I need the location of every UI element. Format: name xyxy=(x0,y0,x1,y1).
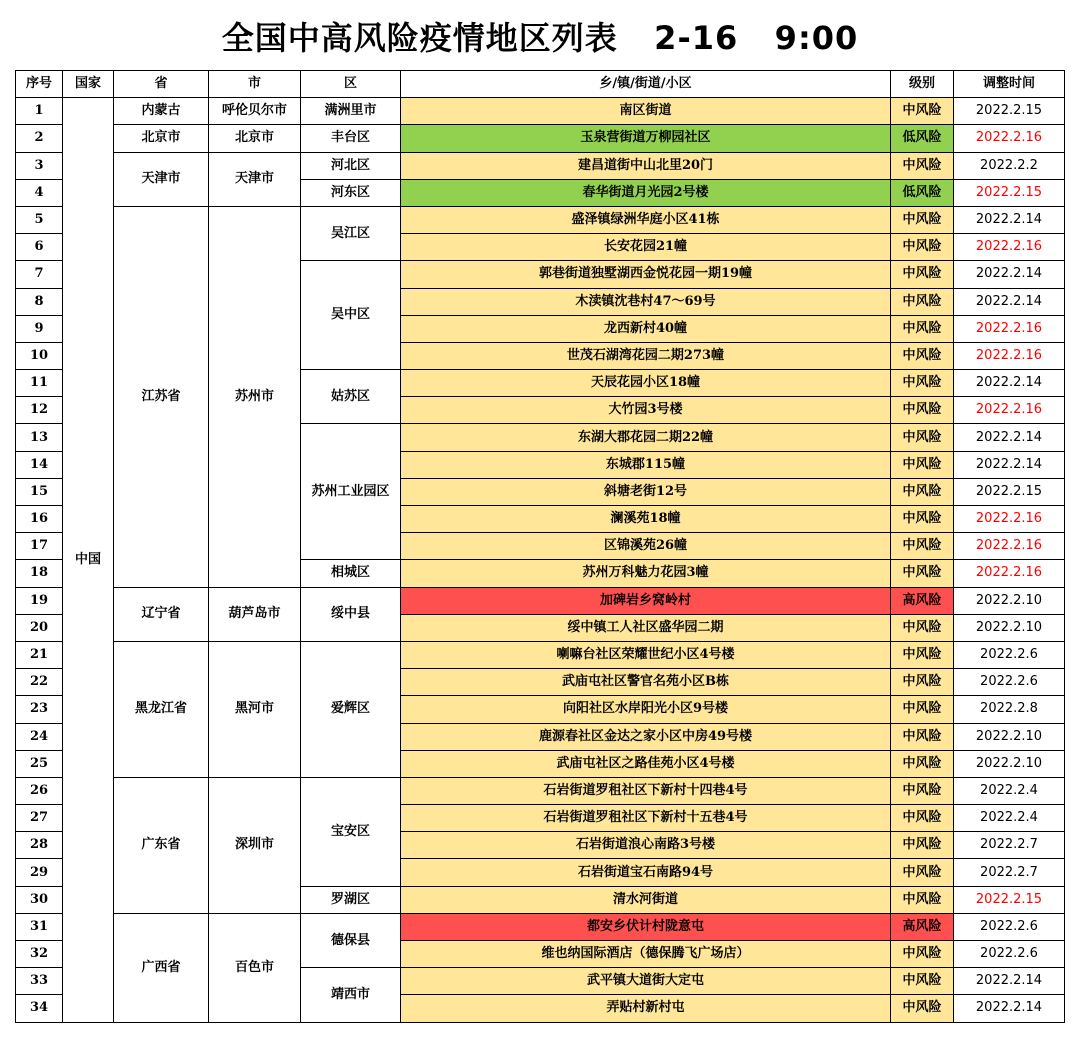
date-cell: 2022.2.14 xyxy=(954,451,1065,478)
date-cell: 2022.2.6 xyxy=(954,641,1065,668)
level-cell: 中风险 xyxy=(891,342,954,369)
row-seq: 5 xyxy=(16,206,63,233)
table-row xyxy=(16,641,1065,668)
date-cell: 2022.2.14 xyxy=(954,288,1065,315)
row-seq: 31 xyxy=(16,913,63,940)
row-seq: 20 xyxy=(16,614,63,641)
city-cell: 黑河市 xyxy=(209,641,301,777)
row-seq: 32 xyxy=(16,941,63,968)
row-seq: 29 xyxy=(16,859,63,886)
level-cell: 中风险 xyxy=(891,533,954,560)
header-level: 级别 xyxy=(891,71,954,98)
date-cell: 2022.2.16 xyxy=(954,342,1065,369)
date-cell: 2022.2.10 xyxy=(954,723,1065,750)
level-cell: 中风险 xyxy=(891,234,954,261)
row-seq: 1 xyxy=(16,98,63,125)
place-cell: 郭巷街道独墅湖西金悦花园一期19幢 xyxy=(401,261,891,288)
place-cell: 武平镇大道街大定屯 xyxy=(401,968,891,995)
province-cell: 黑龙江省 xyxy=(114,641,209,777)
row-seq: 34 xyxy=(16,995,63,1022)
date-cell: 2022.2.10 xyxy=(954,750,1065,777)
place-cell: 龙西新村40幢 xyxy=(401,315,891,342)
district-cell: 姑苏区 xyxy=(301,370,401,424)
date-cell: 2022.2.14 xyxy=(954,424,1065,451)
date-cell: 2022.2.10 xyxy=(954,614,1065,641)
level-cell: 中风险 xyxy=(891,206,954,233)
province-cell: 辽宁省 xyxy=(114,587,209,641)
place-cell: 都安乡伏计村陇意屯 xyxy=(401,913,891,940)
row-seq: 27 xyxy=(16,805,63,832)
level-cell: 中风险 xyxy=(891,641,954,668)
row-seq: 21 xyxy=(16,641,63,668)
row-seq: 26 xyxy=(16,777,63,804)
district-cell: 满洲里市 xyxy=(301,98,401,125)
place-cell: 东城郡115幢 xyxy=(401,451,891,478)
province-cell: 广西省 xyxy=(114,913,209,1022)
place-cell: 建昌道街中山北里20门 xyxy=(401,152,891,179)
date-cell: 2022.2.4 xyxy=(954,777,1065,804)
city-cell: 葫芦岛市 xyxy=(209,587,301,641)
header-country: 国家 xyxy=(63,71,114,98)
province-cell: 江苏省 xyxy=(114,206,209,587)
level-cell: 中风险 xyxy=(891,152,954,179)
page-title xyxy=(0,16,1080,60)
date-cell: 2022.2.14 xyxy=(954,968,1065,995)
place-cell: 长安花园21幢 xyxy=(401,234,891,261)
date-cell: 2022.2.15 xyxy=(954,886,1065,913)
level-cell: 中风险 xyxy=(891,288,954,315)
place-cell: 石岩街道浪心南路3号楼 xyxy=(401,832,891,859)
row-seq: 30 xyxy=(16,886,63,913)
place-cell: 石岩街道宝石南路94号 xyxy=(401,859,891,886)
date-cell: 2022.2.6 xyxy=(954,941,1065,968)
header-province: 省 xyxy=(114,71,209,98)
level-cell: 中风险 xyxy=(891,478,954,505)
date-cell: 2022.2.16 xyxy=(954,560,1065,587)
level-cell: 中风险 xyxy=(891,723,954,750)
row-seq: 10 xyxy=(16,342,63,369)
district-cell: 德保县 xyxy=(301,913,401,967)
city-cell: 苏州市 xyxy=(209,206,301,587)
row-seq: 13 xyxy=(16,424,63,451)
date-cell: 2022.2.16 xyxy=(954,234,1065,261)
city-cell: 呼伦贝尔市 xyxy=(209,98,301,125)
date-cell: 2022.2.14 xyxy=(954,206,1065,233)
country-cell: 中国 xyxy=(63,98,114,1022)
district-cell: 苏州工业园区 xyxy=(301,424,401,560)
date-cell: 2022.2.14 xyxy=(954,261,1065,288)
table-header-row xyxy=(16,71,1065,98)
level-cell: 中风险 xyxy=(891,941,954,968)
row-seq: 7 xyxy=(16,261,63,288)
place-cell: 澜溪苑18幢 xyxy=(401,506,891,533)
place-cell: 向阳社区水岸阳光小区9号楼 xyxy=(401,696,891,723)
place-cell: 武庙屯社区之路佳苑小区4号楼 xyxy=(401,750,891,777)
row-seq: 4 xyxy=(16,179,63,206)
level-cell: 中风险 xyxy=(891,424,954,451)
row-seq: 2 xyxy=(16,125,63,152)
row-seq: 24 xyxy=(16,723,63,750)
level-cell: 中风险 xyxy=(891,805,954,832)
place-cell: 天辰花园小区18幢 xyxy=(401,370,891,397)
level-cell: 中风险 xyxy=(891,261,954,288)
level-cell: 中风险 xyxy=(891,669,954,696)
level-cell: 中风险 xyxy=(891,995,954,1022)
province-cell: 内蒙古 xyxy=(114,98,209,125)
header-city: 市 xyxy=(209,71,301,98)
row-seq: 19 xyxy=(16,587,63,614)
level-cell: 中风险 xyxy=(891,98,954,125)
table-row xyxy=(16,206,1065,233)
district-cell: 河北区 xyxy=(301,152,401,179)
place-cell: 绥中镇工人社区盛华园二期 xyxy=(401,614,891,641)
row-seq: 18 xyxy=(16,560,63,587)
date-cell: 2022.2.16 xyxy=(954,315,1065,342)
row-seq: 15 xyxy=(16,478,63,505)
province-cell: 天津市 xyxy=(114,152,209,206)
date-cell: 2022.2.2 xyxy=(954,152,1065,179)
date-cell: 2022.2.14 xyxy=(954,370,1065,397)
place-cell: 斜塘老街12号 xyxy=(401,478,891,505)
place-cell: 区锦溪苑26幢 xyxy=(401,533,891,560)
level-cell: 中风险 xyxy=(891,859,954,886)
level-cell: 低风险 xyxy=(891,179,954,206)
place-cell: 南区街道 xyxy=(401,98,891,125)
level-cell: 中风险 xyxy=(891,968,954,995)
date-cell: 2022.2.16 xyxy=(954,506,1065,533)
level-cell: 中风险 xyxy=(891,696,954,723)
place-cell: 春华街道月光园2号楼 xyxy=(401,179,891,206)
date-cell: 2022.2.4 xyxy=(954,805,1065,832)
table-row xyxy=(16,152,1065,179)
place-cell: 盛泽镇绿洲华庭小区41栋 xyxy=(401,206,891,233)
date-cell: 2022.2.14 xyxy=(954,995,1065,1022)
place-cell: 武庙屯社区警官名苑小区B栋 xyxy=(401,669,891,696)
place-cell: 大竹园3号楼 xyxy=(401,397,891,424)
table-row xyxy=(16,125,1065,152)
date-cell: 2022.2.6 xyxy=(954,913,1065,940)
province-cell: 北京市 xyxy=(114,125,209,152)
header-date: 调整时间 xyxy=(954,71,1065,98)
district-cell: 靖西市 xyxy=(301,968,401,1022)
city-cell: 北京市 xyxy=(209,125,301,152)
date-cell: 2022.2.16 xyxy=(954,533,1065,560)
table-body xyxy=(16,98,1065,1022)
city-cell: 深圳市 xyxy=(209,777,301,913)
province-cell: 广东省 xyxy=(114,777,209,913)
header-seq: 序号 xyxy=(16,71,63,98)
district-cell: 罗湖区 xyxy=(301,886,401,913)
title-text: 全国中高风险疫情地区列表 xyxy=(221,19,618,57)
date-cell: 2022.2.15 xyxy=(954,478,1065,505)
header-place: 乡/镇/街道/小区 xyxy=(401,71,891,98)
level-cell: 中风险 xyxy=(891,370,954,397)
row-seq: 3 xyxy=(16,152,63,179)
level-cell: 高风险 xyxy=(891,587,954,614)
level-cell: 中风险 xyxy=(891,315,954,342)
level-cell: 中风险 xyxy=(891,886,954,913)
table-row xyxy=(16,587,1065,614)
row-seq: 23 xyxy=(16,696,63,723)
table-row xyxy=(16,98,1065,125)
place-cell: 弄贴村新村屯 xyxy=(401,995,891,1022)
level-cell: 中风险 xyxy=(891,750,954,777)
row-seq: 22 xyxy=(16,669,63,696)
date-cell: 2022.2.7 xyxy=(954,859,1065,886)
row-seq: 16 xyxy=(16,506,63,533)
row-seq: 9 xyxy=(16,315,63,342)
district-cell: 爱辉区 xyxy=(301,641,401,777)
row-seq: 33 xyxy=(16,968,63,995)
level-cell: 中风险 xyxy=(891,451,954,478)
place-cell: 鹿源春社区金达之家小区中房49号楼 xyxy=(401,723,891,750)
place-cell: 石岩街道罗租社区下新村十五巷4号 xyxy=(401,805,891,832)
title-time: 9:00 xyxy=(774,19,859,57)
city-cell: 百色市 xyxy=(209,913,301,1022)
row-seq: 14 xyxy=(16,451,63,478)
date-cell: 2022.2.7 xyxy=(954,832,1065,859)
table-row xyxy=(16,913,1065,940)
date-cell: 2022.2.16 xyxy=(954,397,1065,424)
date-cell: 2022.2.15 xyxy=(954,179,1065,206)
district-cell: 绥中县 xyxy=(301,587,401,641)
place-cell: 木渎镇沈巷村47～69号 xyxy=(401,288,891,315)
header-district: 区 xyxy=(301,71,401,98)
place-cell: 石岩街道罗租社区下新村十四巷4号 xyxy=(401,777,891,804)
level-cell: 高风险 xyxy=(891,913,954,940)
district-cell: 丰台区 xyxy=(301,125,401,152)
level-cell: 低风险 xyxy=(891,125,954,152)
place-cell: 清水河街道 xyxy=(401,886,891,913)
row-seq: 28 xyxy=(16,832,63,859)
city-cell: 天津市 xyxy=(209,152,301,206)
row-seq: 12 xyxy=(16,397,63,424)
place-cell: 喇嘛台社区荣耀世纪小区4号楼 xyxy=(401,641,891,668)
row-seq: 17 xyxy=(16,533,63,560)
row-seq: 11 xyxy=(16,370,63,397)
date-cell: 2022.2.16 xyxy=(954,125,1065,152)
level-cell: 中风险 xyxy=(891,777,954,804)
title-date: 2-16 xyxy=(654,19,739,57)
date-cell: 2022.2.8 xyxy=(954,696,1065,723)
place-cell: 加碑岩乡窝岭村 xyxy=(401,587,891,614)
district-cell: 吴中区 xyxy=(301,261,401,370)
place-cell: 苏州万科魅力花园3幢 xyxy=(401,560,891,587)
row-seq: 25 xyxy=(16,750,63,777)
level-cell: 中风险 xyxy=(891,506,954,533)
district-cell: 吴江区 xyxy=(301,206,401,260)
place-cell: 世茂石湖湾花园二期273幢 xyxy=(401,342,891,369)
date-cell: 2022.2.15 xyxy=(954,98,1065,125)
district-cell: 河东区 xyxy=(301,179,401,206)
district-cell: 宝安区 xyxy=(301,777,401,886)
level-cell: 中风险 xyxy=(891,397,954,424)
district-cell: 相城区 xyxy=(301,560,401,587)
risk-area-table xyxy=(15,70,1065,1023)
date-cell: 2022.2.6 xyxy=(954,669,1065,696)
place-cell: 维也纳国际酒店（德保腾飞广场店） xyxy=(401,941,891,968)
row-seq: 6 xyxy=(16,234,63,261)
row-seq: 8 xyxy=(16,288,63,315)
table-row xyxy=(16,777,1065,804)
level-cell: 中风险 xyxy=(891,614,954,641)
level-cell: 中风险 xyxy=(891,560,954,587)
level-cell: 中风险 xyxy=(891,832,954,859)
place-cell: 东湖大郡花园二期22幢 xyxy=(401,424,891,451)
date-cell: 2022.2.10 xyxy=(954,587,1065,614)
place-cell: 玉泉营街道万柳园社区 xyxy=(401,125,891,152)
